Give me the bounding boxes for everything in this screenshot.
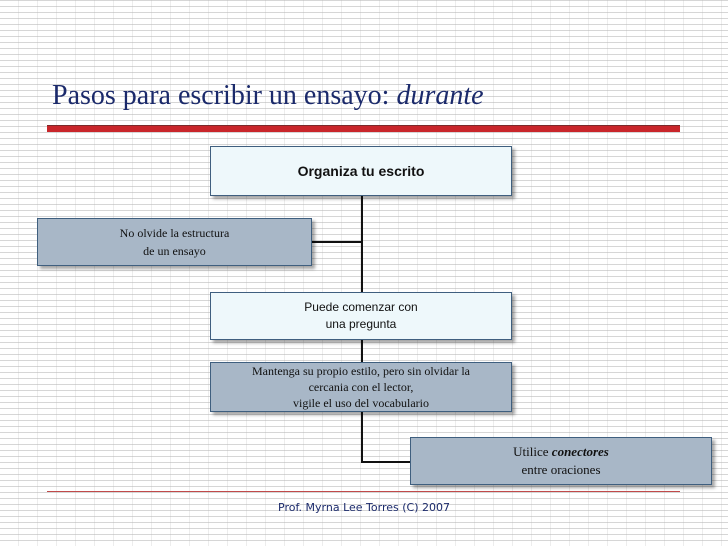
box-estructura-line2: de un ensayo	[143, 244, 206, 258]
slide-title	[52, 80, 484, 112]
box-organiza	[210, 146, 512, 196]
footer-credit: Prof. Myrna Lee Torres (C) 2007	[278, 501, 450, 514]
title-rule	[47, 126, 680, 132]
box-estilo-line1: Mantenga su propio estilo, pero sin olvidar la	[252, 364, 470, 378]
box-conectores-emphasis: conectores	[551, 444, 609, 459]
box-estructura-line1: No olvide la estructura	[119, 226, 230, 240]
box-pregunta-line2: una pregunta	[325, 317, 397, 331]
box-organiza-label: Organiza tu escrito	[297, 162, 425, 179]
box-pregunta	[210, 292, 512, 340]
footer-rule	[47, 491, 680, 492]
connector-to-connectors-box	[361, 461, 411, 463]
box-estructura-text	[120, 224, 230, 260]
box-pregunta-text	[304, 299, 417, 333]
slide-title-emphasis: durante	[396, 80, 484, 111]
box-pregunta-line1: Puede comenzar con	[304, 300, 418, 314]
connector-to-left-box	[311, 241, 362, 243]
slide-title-text: Pasos para escribir un ensayo:	[52, 80, 397, 111]
box-estilo-text	[252, 363, 470, 411]
box-conectores-text	[513, 443, 609, 479]
box-conectores-prefix: Utilice	[513, 444, 552, 459]
box-estilo	[210, 362, 512, 412]
box-conectores-line2: entre oraciones	[521, 462, 601, 477]
box-estilo-line3: vigile el uso del vocabulario	[293, 396, 429, 410]
box-conectores	[410, 437, 712, 485]
box-conectores-line1	[513, 443, 609, 461]
box-estructura	[37, 218, 312, 266]
box-estilo-line2: cercania con el lector,	[308, 380, 414, 394]
